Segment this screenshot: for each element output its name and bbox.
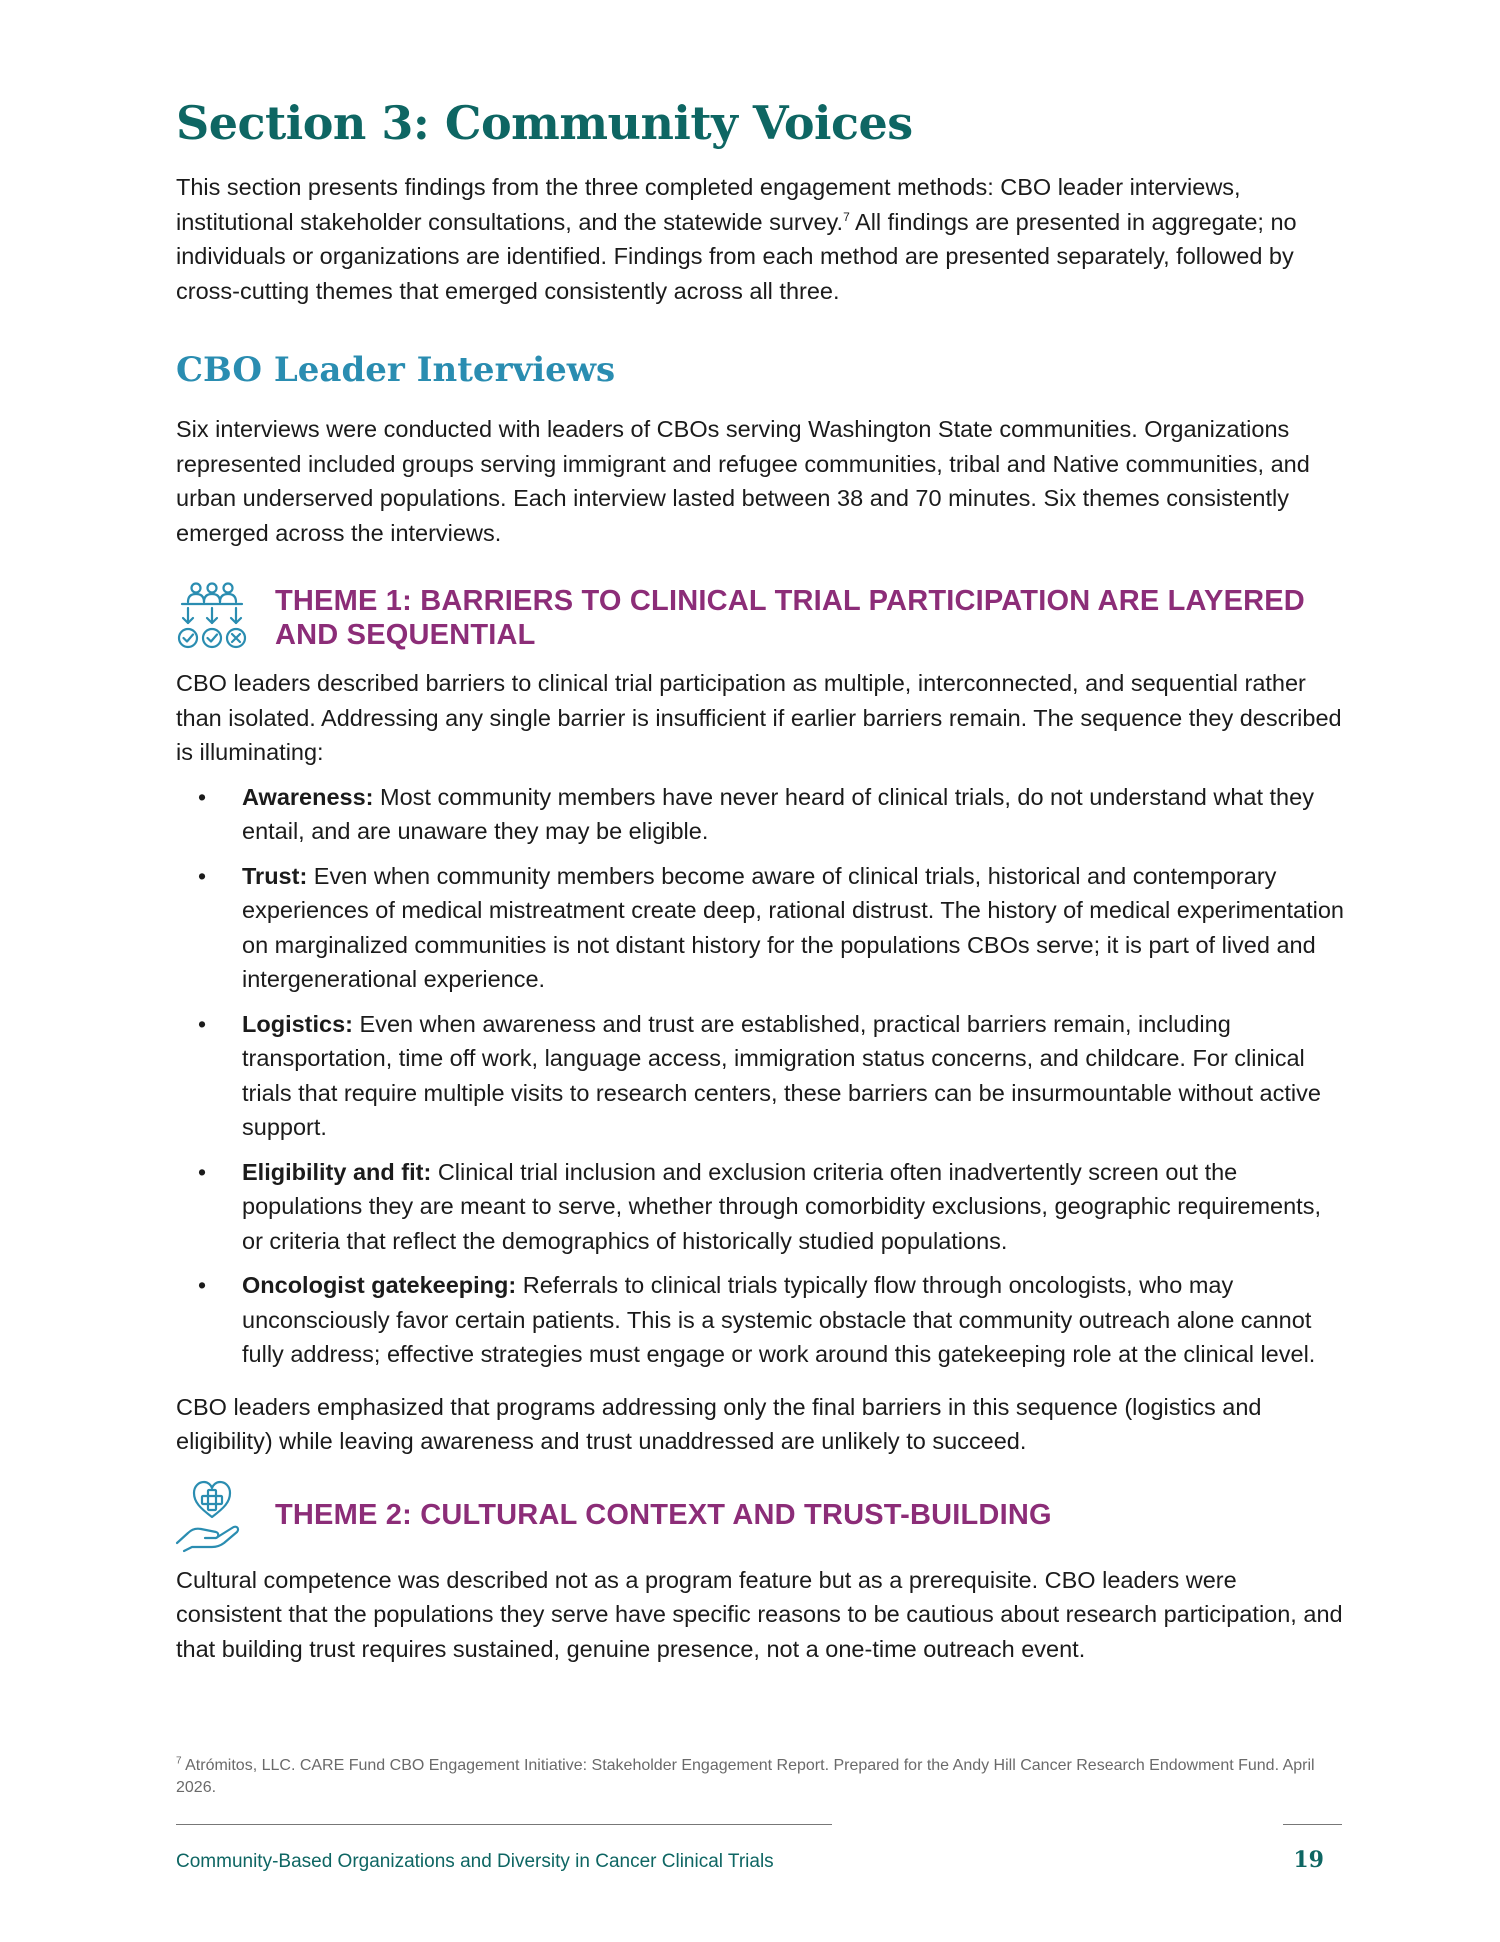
theme2-title: THEME 2: CULTURAL CONTEXT AND TRUST-BUILDING <box>275 1498 1052 1531</box>
list-item <box>176 859 1346 997</box>
bullet-term: Trust: <box>242 862 308 889</box>
footnote-marker: 7 <box>176 1755 182 1767</box>
footnote <box>176 1755 1346 1799</box>
barrier-list <box>176 780 1346 1372</box>
footer-divider-left <box>176 1824 832 1825</box>
people-checklist-icon <box>174 580 250 656</box>
bullet-icon: • <box>198 862 207 889</box>
bullet-text: Most community members have never heard of clinical trials, do not understand what they entail, and are unaware they may be eligible. <box>242 783 1314 844</box>
section-intro-part2: All findings are presented in aggregate; no individuals or organizations are identified. Findings from each method are presented separately, followed by cross-cutting themes that emerged consistently across all three. <box>176 208 1297 304</box>
bullet-term: Awareness: <box>242 783 374 810</box>
section-intro <box>176 170 1346 308</box>
section-intro-part1: This section presents findings from the three completed engagement methods: CBO leader interviews, institutional stakeholder consultations, and the statewide survey. <box>176 174 1241 235</box>
bullet-term: Eligibility and fit: <box>242 1158 432 1185</box>
bullet-icon: • <box>198 1272 207 1298</box>
bullet-text: Clinical trial inclusion and exclusion criteria often inadvertently screen out the populations they are meant to serve, whether through comorbidity exclusions, geographic requirements, or criteria that reflect the demographics of historically studied populations. <box>242 1158 1321 1254</box>
bullet-icon: • <box>198 1158 207 1185</box>
bullet-text: Referrals to clinical trials typically flow through oncologists, who may unconsciously favor certain patients. This is a systemic obstacle that community outreach alone cannot fully address; effective strategies must engage or work around this gatekeeping role at the clinical level. <box>242 1272 1316 1367</box>
theme1-title <box>275 584 1305 652</box>
list-item <box>176 780 1346 849</box>
page-number: 19 <box>1293 1847 1324 1873</box>
list-item <box>176 1268 1346 1372</box>
list-item <box>176 1007 1346 1145</box>
footnote-reference[interactable]: 7 <box>843 209 850 224</box>
bullet-text: Even when community members become aware of clinical trials, historical and contemporary experiences of medical mistreatment create deep, rational distrust. The history of medical experimentation on marginalized communities is not distant history for the populations CBOs serve; it is part of lived and intergenerational experience. <box>242 862 1344 992</box>
theme1-intro: CBO leaders described barriers to clinical trial participation as multiple, interconnected, and sequential rather than isolated. Addressing any single barrier is insufficient if earlier barriers remain. The sequence they described is illuminating: <box>176 670 1342 765</box>
list-item <box>176 1155 1346 1259</box>
theme1-title-line2: AND SEQUENTIAL <box>275 619 536 651</box>
footnote-text: Atrómitos, LLC. CARE Fund CBO Engagement Initiative: Stakeholder Engagement Report. Prepared for the Andy Hill Cancer Research Endowment Fund. April 2026. <box>176 1757 1315 1796</box>
footer-title: Community-Based Organizations and Diversity in Cancer Clinical Trials <box>176 1851 774 1872</box>
cbo-interviews-text: Six interviews were conducted with leaders of CBOs serving Washington State communities. Organizations represented included groups serving immigrant and refugee communities, tribal and Native communities, and urban underserved populations. Each interview lasted between 38 and 70 minutes. Six themes consistently emerged across the interviews. <box>176 416 1310 546</box>
footer-divider-right <box>1283 1824 1342 1825</box>
page-content <box>176 96 1346 1666</box>
theme2-text: Cultural competence was described not as a program feature but as a prerequisite. CBO leaders were consistent that the populations they serve have specific reasons to be cautious about research participation, and that building trust requires sustained, genuine presence, not a one-time outreach event. <box>176 1566 1343 1662</box>
bullet-icon: • <box>198 1010 207 1037</box>
section-title: Section 3: Community Voices <box>176 96 913 150</box>
bullet-text: Even when awareness and trust are established, practical barriers remain, including transportation, time off work, language access, immigration status concerns, and childcare. For clinical trials that require multiple visits to research centers, these barriers can be insurmountable without active support. <box>242 1010 1321 1140</box>
bullet-term: Logistics: <box>242 1010 353 1037</box>
theme2-header <box>176 1477 1346 1553</box>
bullet-term: Oncologist gatekeeping: <box>242 1272 517 1298</box>
cbo-interviews-title: CBO Leader Interviews <box>176 350 616 390</box>
theme1-title-line1: THEME 1: BARRIERS TO CLINICAL TRIAL PARTICIPATION ARE LAYERED <box>275 585 1305 617</box>
bullet-icon: • <box>198 783 207 810</box>
theme1-closing: CBO leaders emphasized that programs addressing only the final barriers in this sequence (logistics and eligibility) while leaving awareness and trust unaddressed are unlikely to succeed. <box>176 1393 1262 1454</box>
theme1-header <box>176 580 1346 656</box>
heart-hand-care-icon <box>174 1477 250 1553</box>
